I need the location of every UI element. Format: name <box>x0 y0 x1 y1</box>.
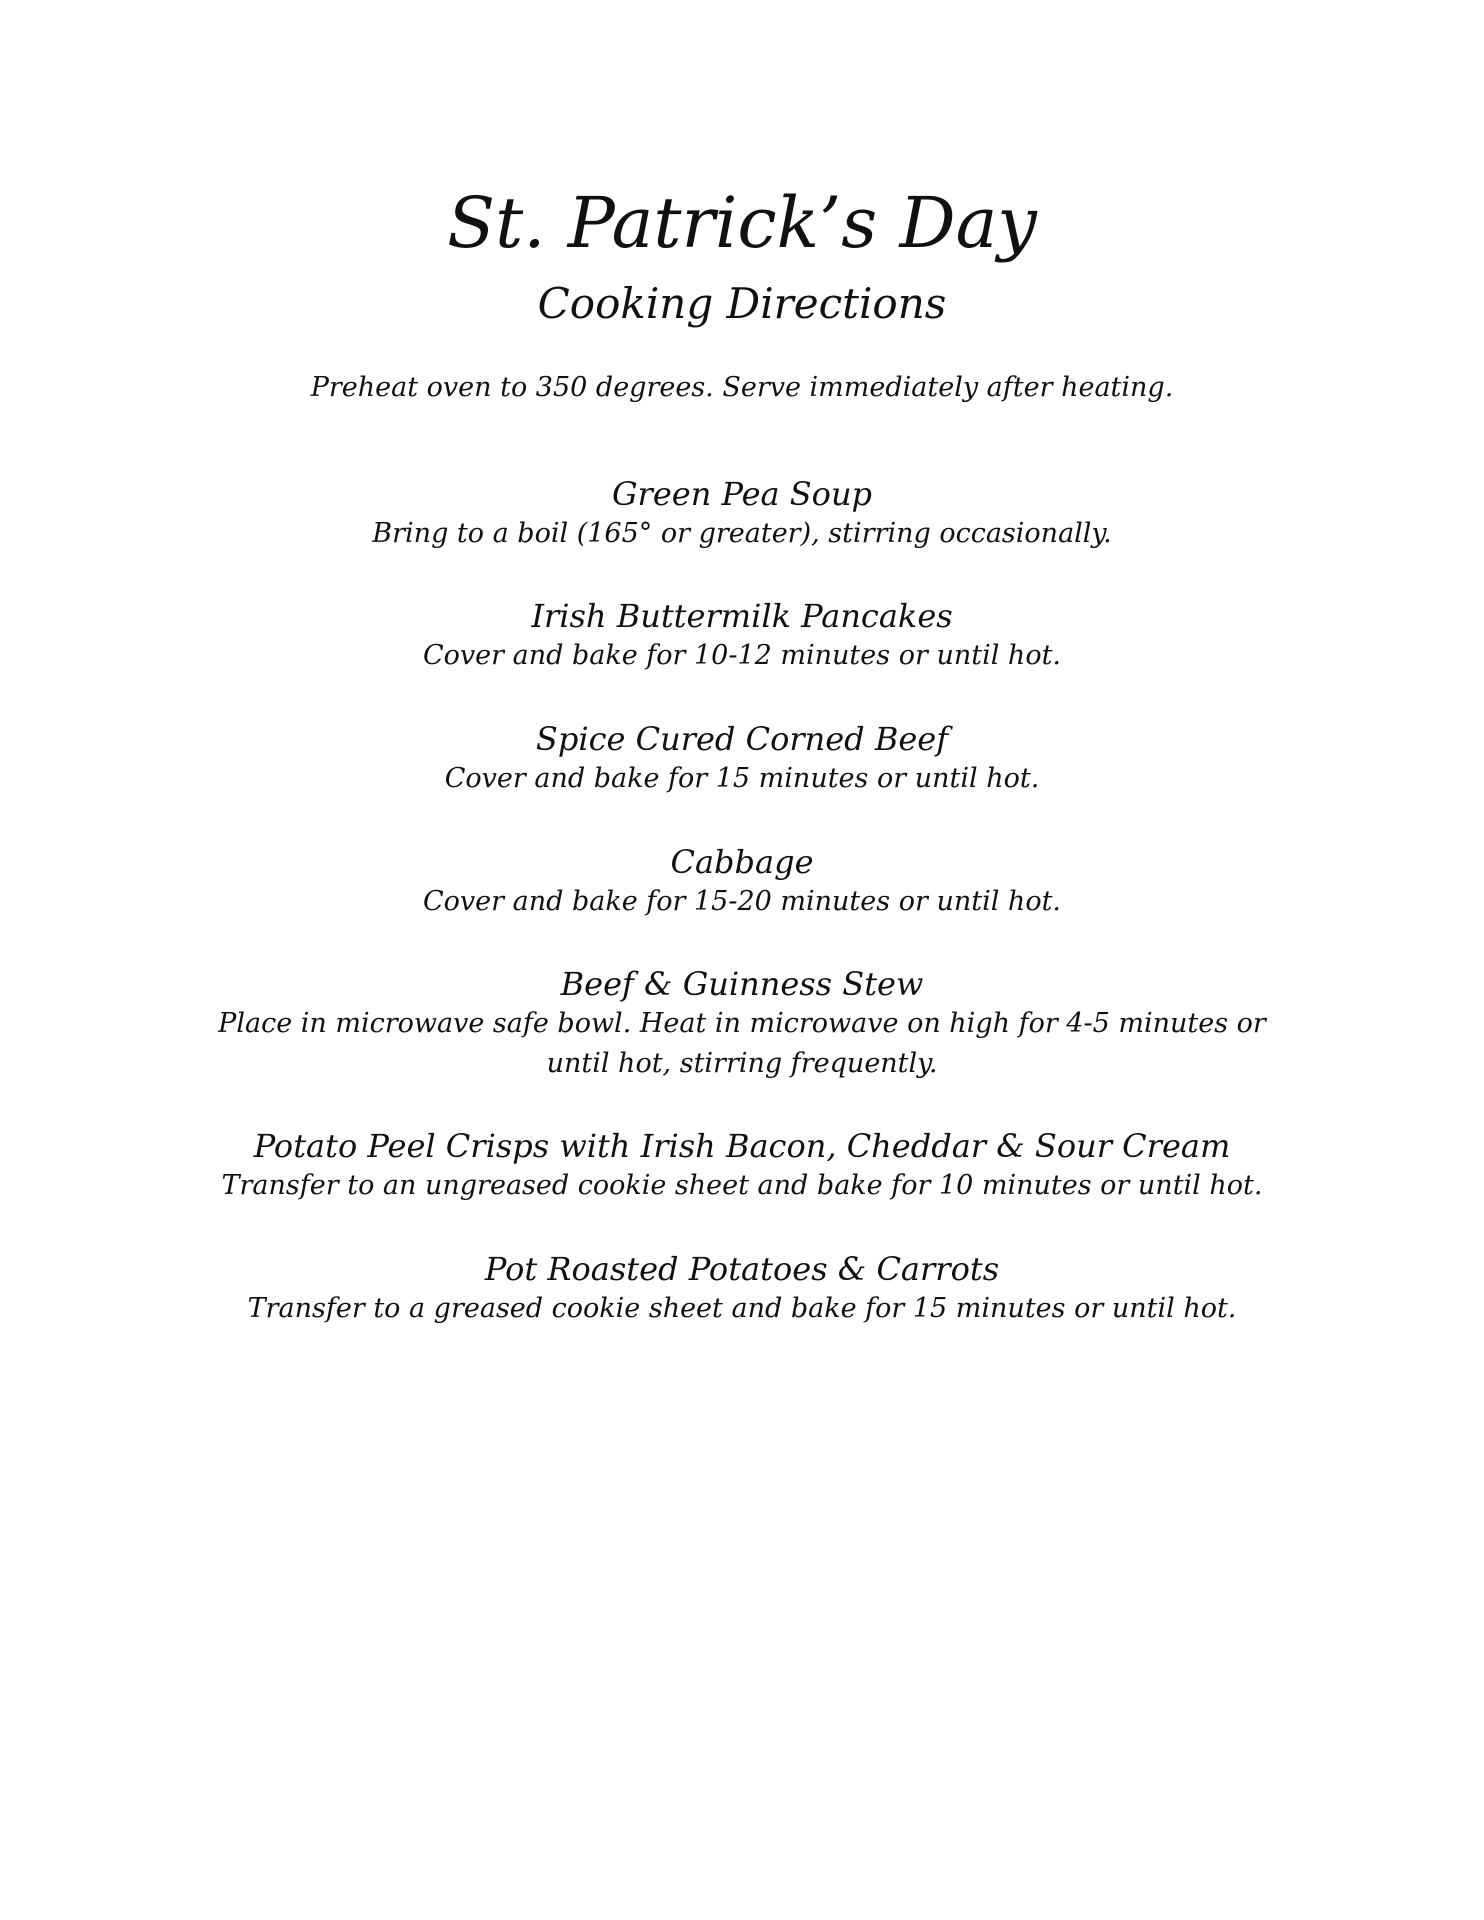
dish-directions: Place in microwave safe bowl. Heat in microwave on high for 4-5 minutes or until hot, stirring frequently. <box>218 1008 1266 1079</box>
dish-item-potato-peel-crisps <box>0 1126 1484 1206</box>
dish-name: Beef & Guinness Stew <box>560 965 924 1003</box>
dish-directions: Cover and bake for 15-20 minutes or until hot. <box>422 886 1062 917</box>
dish-item-spice-cured-corned-beef <box>0 719 1484 799</box>
dish-directions: Bring to a boil (165° or greater), stirring occasionally. <box>372 518 1112 549</box>
intro-text: Preheat oven to 350 degrees. Serve immediately after heating. <box>310 372 1174 403</box>
dish-item-pot-roasted-potatoes-carrots <box>0 1249 1484 1329</box>
dish-name: Potato Peel Crisps with Irish Bacon, Cheddar & Sour Cream <box>253 1127 1231 1165</box>
dish-name: Cabbage <box>670 843 814 881</box>
page-title: St. Patrick’s Day <box>447 182 1037 264</box>
dish-name: Pot Roasted Potatoes & Carrots <box>484 1250 1000 1288</box>
dish-item-irish-buttermilk-pancakes <box>0 596 1484 676</box>
dish-directions: Transfer to a greased cookie sheet and bake for 15 minutes or until hot. <box>247 1293 1237 1324</box>
dish-item-beef-guinness-stew <box>0 964 1484 1084</box>
page-subtitle: Cooking Directions <box>537 279 947 328</box>
dish-item-cabbage <box>0 842 1484 922</box>
dish-name: Green Pea Soup <box>611 475 873 513</box>
dish-directions: Cover and bake for 15 minutes or until hot. <box>444 763 1040 794</box>
dish-directions: Cover and bake for 10-12 minutes or until hot. <box>422 640 1062 671</box>
dish-name: Spice Cured Corned Beef <box>535 720 949 758</box>
dish-directions: Transfer to an ungreased cookie sheet and bake for 10 minutes or until hot. <box>221 1170 1263 1201</box>
dish-item-green-pea-soup <box>0 474 1484 554</box>
dish-name: Irish Buttermilk Pancakes <box>531 597 953 635</box>
